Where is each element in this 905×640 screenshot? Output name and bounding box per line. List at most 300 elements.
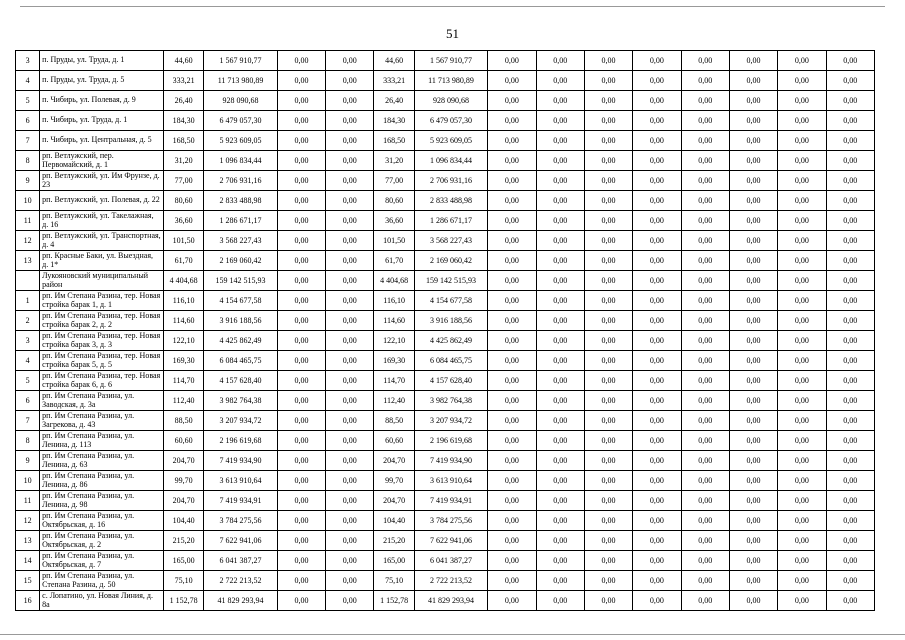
table-cell-zero: 0,00: [826, 391, 874, 411]
table-cell-zero: 0,00: [681, 191, 729, 211]
table-cell-e: 60,60: [374, 431, 414, 451]
table-cell-zero: 0,00: [826, 151, 874, 171]
table-cell-f: 928 090,68: [414, 91, 488, 111]
table-row: [16, 211, 875, 231]
table-cell-zero: 0,00: [729, 111, 777, 131]
table-cell-zero: 0,00: [681, 491, 729, 511]
table-cell-zero: 0,00: [826, 331, 874, 351]
table-cell-zero: 0,00: [488, 291, 536, 311]
table-cell-d: 0,00: [326, 271, 374, 291]
table-cell-n: 7: [16, 131, 40, 151]
table-cell-zero: 0,00: [536, 331, 584, 351]
table-cell-addr: рп. Ветлужский, ул. Транспортная, д. 4: [40, 231, 164, 251]
table-cell-f: 3 784 275,56: [414, 511, 488, 531]
table-cell-zero: 0,00: [488, 371, 536, 391]
table-cell-addr: рп. Ветлужский, ул. Такелажная, д. 16: [40, 211, 164, 231]
table-cell-zero: 0,00: [633, 191, 681, 211]
table-cell-zero: 0,00: [584, 211, 632, 231]
table-cell-f: 7 622 941,06: [414, 531, 488, 551]
table-cell-zero: 0,00: [633, 151, 681, 171]
table-cell-zero: 0,00: [633, 291, 681, 311]
table-cell-zero: 0,00: [729, 511, 777, 531]
table-cell-zero: 0,00: [778, 391, 826, 411]
table-cell-zero: 0,00: [633, 491, 681, 511]
table-cell-zero: 0,00: [488, 171, 536, 191]
table-cell-zero: 0,00: [536, 131, 584, 151]
table-cell-zero: 0,00: [488, 471, 536, 491]
table-cell-zero: 0,00: [826, 591, 874, 611]
table-cell-zero: 0,00: [681, 111, 729, 131]
table-row: [16, 411, 875, 431]
table-cell-f: 3 568 227,43: [414, 231, 488, 251]
table-row: [16, 551, 875, 571]
table-cell-b: 159 142 515,93: [204, 271, 278, 291]
table-cell-zero: 0,00: [584, 551, 632, 571]
table-cell-b: 3 613 910,64: [204, 471, 278, 491]
table-cell-zero: 0,00: [681, 251, 729, 271]
table-cell-zero: 0,00: [778, 151, 826, 171]
table-cell-a: 80,60: [164, 191, 204, 211]
table-cell-c: 0,00: [277, 471, 325, 491]
table-cell-zero: 0,00: [536, 531, 584, 551]
table-cell-zero: 0,00: [729, 131, 777, 151]
table-cell-zero: 0,00: [536, 211, 584, 231]
table-cell-c: 0,00: [277, 331, 325, 351]
table-cell-zero: 0,00: [681, 131, 729, 151]
table-cell-n: 13: [16, 531, 40, 551]
table-cell-zero: 0,00: [536, 71, 584, 91]
table-cell-zero: 0,00: [729, 291, 777, 311]
table-cell-zero: 0,00: [488, 111, 536, 131]
table-cell-zero: 0,00: [729, 211, 777, 231]
table-cell-n: 14: [16, 551, 40, 571]
table-cell-a: 60,60: [164, 431, 204, 451]
table-cell-zero: 0,00: [633, 371, 681, 391]
table-cell-zero: 0,00: [536, 191, 584, 211]
table-cell-addr: рп. Им Степана Разина, тер. Новая стройка барак 2, д. 2: [40, 311, 164, 331]
table-cell-b: 41 829 293,94: [204, 591, 278, 611]
table-cell-zero: 0,00: [584, 431, 632, 451]
table-cell-a: 104,40: [164, 511, 204, 531]
table-cell-b: 1 567 910,77: [204, 51, 278, 71]
table-cell-zero: 0,00: [633, 591, 681, 611]
table-cell-addr: рп. Ветлужский, ул. Им Фрунзе, д. 23: [40, 171, 164, 191]
table-cell-f: 1 567 910,77: [414, 51, 488, 71]
table-cell-zero: 0,00: [778, 591, 826, 611]
table-cell-zero: 0,00: [729, 91, 777, 111]
table-cell-zero: 0,00: [778, 191, 826, 211]
table-cell-c: 0,00: [277, 571, 325, 591]
table-cell-e: 101,50: [374, 231, 414, 251]
table-cell-zero: 0,00: [584, 531, 632, 551]
table-cell-e: 80,60: [374, 191, 414, 211]
page-number: 51: [446, 26, 459, 41]
table-cell-e: 114,60: [374, 311, 414, 331]
table-cell-zero: 0,00: [633, 311, 681, 331]
table-cell-e: 112,40: [374, 391, 414, 411]
table-cell-zero: 0,00: [633, 511, 681, 531]
table-cell-a: 204,70: [164, 451, 204, 471]
table-cell-zero: 0,00: [778, 471, 826, 491]
table-cell-zero: 0,00: [778, 411, 826, 431]
table-cell-e: 114,70: [374, 371, 414, 391]
table-row: [16, 531, 875, 551]
table-cell-c: 0,00: [277, 351, 325, 371]
table-cell-zero: 0,00: [826, 291, 874, 311]
table-cell-zero: 0,00: [536, 591, 584, 611]
table-row: [16, 51, 875, 71]
bottom-rule: [0, 634, 905, 635]
table-cell-zero: 0,00: [681, 571, 729, 591]
table-cell-zero: 0,00: [536, 291, 584, 311]
table-cell-c: 0,00: [277, 231, 325, 251]
table-cell-zero: 0,00: [681, 431, 729, 451]
table-cell-c: 0,00: [277, 311, 325, 331]
table-cell-zero: 0,00: [826, 491, 874, 511]
table-cell-e: 77,00: [374, 171, 414, 191]
table-row: [16, 331, 875, 351]
table-cell-f: 41 829 293,94: [414, 591, 488, 611]
table-cell-a: 112,40: [164, 391, 204, 411]
table-cell-b: 1 286 671,17: [204, 211, 278, 231]
table-cell-zero: 0,00: [826, 531, 874, 551]
table-cell-e: 31,20: [374, 151, 414, 171]
table-cell-zero: 0,00: [584, 191, 632, 211]
table-cell-addr: рп. Им Степана Разина, тер. Новая стройка барак 1, д. 1: [40, 291, 164, 311]
table-cell-addr: рп. Им Степана Разина, тер. Новая стройка барак 5, д. 5: [40, 351, 164, 371]
table-cell-zero: 0,00: [778, 531, 826, 551]
table-cell-zero: 0,00: [729, 331, 777, 351]
table-cell-zero: 0,00: [778, 131, 826, 151]
table-cell-zero: 0,00: [778, 71, 826, 91]
table-cell-zero: 0,00: [488, 411, 536, 431]
table-cell-c: 0,00: [277, 71, 325, 91]
table-cell-zero: 0,00: [536, 411, 584, 431]
table-cell-c: 0,00: [277, 271, 325, 291]
table-cell-n: 3: [16, 331, 40, 351]
table-cell-b: 2 196 619,68: [204, 431, 278, 451]
table-cell-c: 0,00: [277, 211, 325, 231]
table-cell-zero: 0,00: [488, 391, 536, 411]
table-cell-zero: 0,00: [633, 71, 681, 91]
table-cell-zero: 0,00: [584, 171, 632, 191]
table-cell-b: 7 419 934,91: [204, 491, 278, 511]
table-cell-n: 1: [16, 291, 40, 311]
table-cell-d: 0,00: [326, 591, 374, 611]
table-cell-e: 204,70: [374, 491, 414, 511]
table-cell-d: 0,00: [326, 491, 374, 511]
table-cell-e: 169,30: [374, 351, 414, 371]
table-cell-zero: 0,00: [633, 331, 681, 351]
table-row: [16, 591, 875, 611]
table-cell-a: 204,70: [164, 491, 204, 511]
table-cell-e: 168,50: [374, 131, 414, 151]
table-cell-addr: рп. Ветлужский, ул. Полевая, д. 22: [40, 191, 164, 211]
table-cell-n: 2: [16, 311, 40, 331]
table-row: [16, 171, 875, 191]
table-cell-zero: 0,00: [778, 231, 826, 251]
table-cell-zero: 0,00: [729, 451, 777, 471]
table-cell-zero: 0,00: [826, 371, 874, 391]
table-row: [16, 131, 875, 151]
table-cell-f: 2 722 213,52: [414, 571, 488, 591]
table-cell-d: 0,00: [326, 71, 374, 91]
table-row: [16, 111, 875, 131]
table-cell-a: 99,70: [164, 471, 204, 491]
table-cell-d: 0,00: [326, 171, 374, 191]
table-cell-zero: 0,00: [536, 91, 584, 111]
table-cell-addr: рп. Им Степана Разина, ул. Октябрьская, д. 2: [40, 531, 164, 551]
table-cell-zero: 0,00: [536, 171, 584, 191]
table-cell-zero: 0,00: [633, 231, 681, 251]
table-row: [16, 371, 875, 391]
table-cell-zero: 0,00: [488, 91, 536, 111]
table-cell-zero: 0,00: [633, 111, 681, 131]
table-cell-addr: п. Пруды, ул. Труда, д. 5: [40, 71, 164, 91]
table-cell-zero: 0,00: [536, 271, 584, 291]
table-cell-c: 0,00: [277, 591, 325, 611]
table-cell-b: 928 090,68: [204, 91, 278, 111]
table-cell-zero: 0,00: [584, 571, 632, 591]
table-cell-zero: 0,00: [536, 431, 584, 451]
table-cell-c: 0,00: [277, 451, 325, 471]
table-cell-zero: 0,00: [488, 231, 536, 251]
table-cell-b: 3 568 227,43: [204, 231, 278, 251]
table-cell-addr: рп. Им Степана Разина, ул. Ленина, д. 63: [40, 451, 164, 471]
table-cell-d: 0,00: [326, 231, 374, 251]
table-cell-addr: п. Чибирь, ул. Центральная, д. 5: [40, 131, 164, 151]
table-cell-d: 0,00: [326, 471, 374, 491]
table-cell-n: 11: [16, 491, 40, 511]
table-cell-f: 1 286 671,17: [414, 211, 488, 231]
table-cell-zero: 0,00: [681, 171, 729, 191]
table-cell-zero: 0,00: [536, 251, 584, 271]
table-cell-addr: п. Чибирь, ул. Труда, д. 1: [40, 111, 164, 131]
table-cell-b: 1 096 834,44: [204, 151, 278, 171]
table-cell-addr: рп. Им Степана Разина, ул. Степана Разина, д. 50: [40, 571, 164, 591]
table-cell-zero: 0,00: [778, 211, 826, 231]
table-cell-n: 6: [16, 111, 40, 131]
table-cell-e: 104,40: [374, 511, 414, 531]
table-cell-n: 3: [16, 51, 40, 71]
table-cell-n: 15: [16, 571, 40, 591]
table-cell-zero: 0,00: [681, 331, 729, 351]
table-cell-zero: 0,00: [584, 91, 632, 111]
table-cell-zero: 0,00: [633, 411, 681, 431]
table-cell-n: 9: [16, 451, 40, 471]
table-cell-f: 5 923 609,05: [414, 131, 488, 151]
table-cell-zero: 0,00: [584, 291, 632, 311]
table-cell-f: 3 207 934,72: [414, 411, 488, 431]
table-cell-zero: 0,00: [488, 191, 536, 211]
table-cell-f: 6 479 057,30: [414, 111, 488, 131]
table-cell-zero: 0,00: [681, 211, 729, 231]
table-row: [16, 431, 875, 451]
table-cell-zero: 0,00: [681, 591, 729, 611]
table-cell-zero: 0,00: [826, 311, 874, 331]
table-cell-zero: 0,00: [536, 371, 584, 391]
table-cell-zero: 0,00: [729, 351, 777, 371]
table-cell-zero: 0,00: [584, 371, 632, 391]
table-cell-zero: 0,00: [633, 531, 681, 551]
table-cell-f: 6 041 387,27: [414, 551, 488, 571]
table-cell-c: 0,00: [277, 551, 325, 571]
table-cell-zero: 0,00: [826, 171, 874, 191]
table-cell-b: 2 169 060,42: [204, 251, 278, 271]
table-cell-a: 184,30: [164, 111, 204, 131]
table-cell-c: 0,00: [277, 151, 325, 171]
table-cell-zero: 0,00: [633, 251, 681, 271]
table-cell-zero: 0,00: [826, 411, 874, 431]
table-cell-c: 0,00: [277, 511, 325, 531]
table-cell-c: 0,00: [277, 51, 325, 71]
table-cell-zero: 0,00: [488, 511, 536, 531]
table-cell-c: 0,00: [277, 391, 325, 411]
table-cell-zero: 0,00: [729, 191, 777, 211]
table-row: [16, 71, 875, 91]
table-cell-d: 0,00: [326, 331, 374, 351]
table-cell-zero: 0,00: [681, 91, 729, 111]
table-cell-c: 0,00: [277, 431, 325, 451]
table-cell-a: 36,60: [164, 211, 204, 231]
table-cell-d: 0,00: [326, 251, 374, 271]
table-row: [16, 491, 875, 511]
table-cell-zero: 0,00: [826, 231, 874, 251]
table-cell-b: 6 041 387,27: [204, 551, 278, 571]
table-cell-zero: 0,00: [584, 491, 632, 511]
table-cell-d: 0,00: [326, 451, 374, 471]
table-cell-a: 168,50: [164, 131, 204, 151]
table-cell-a: 75,10: [164, 571, 204, 591]
table-cell-zero: 0,00: [584, 511, 632, 531]
top-rule: [20, 6, 885, 7]
table-cell-f: 2 169 060,42: [414, 251, 488, 271]
table-cell-addr: п. Пруды, ул. Труда, д. 1: [40, 51, 164, 71]
table-cell-b: 7 622 941,06: [204, 531, 278, 551]
table-cell-b: 7 419 934,90: [204, 451, 278, 471]
table-cell-zero: 0,00: [536, 231, 584, 251]
table-cell-b: 2 706 931,16: [204, 171, 278, 191]
table-cell-zero: 0,00: [536, 451, 584, 471]
table-cell-zero: 0,00: [633, 471, 681, 491]
table-cell-zero: 0,00: [633, 51, 681, 71]
table-cell-zero: 0,00: [729, 231, 777, 251]
table-cell-zero: 0,00: [681, 71, 729, 91]
table-cell-d: 0,00: [326, 51, 374, 71]
table-cell-zero: 0,00: [729, 171, 777, 191]
table-cell-zero: 0,00: [536, 111, 584, 131]
table-cell-zero: 0,00: [729, 591, 777, 611]
table-cell-n: 16: [16, 591, 40, 611]
table-cell-zero: 0,00: [681, 471, 729, 491]
table-cell-f: 2 833 488,98: [414, 191, 488, 211]
table-cell-a: 44,60: [164, 51, 204, 71]
table-cell-zero: 0,00: [778, 571, 826, 591]
table-cell-addr: рп. Ветлужский, пер. Первомайский, д. 1: [40, 151, 164, 171]
table-cell-b: 3 916 188,56: [204, 311, 278, 331]
table-cell-zero: 0,00: [584, 391, 632, 411]
table-cell-addr: рп. Им Степана Разина, ул. Ленина, д. 86: [40, 471, 164, 491]
table-cell-c: 0,00: [277, 291, 325, 311]
table-cell-n: 6: [16, 391, 40, 411]
table-cell-c: 0,00: [277, 531, 325, 551]
table-cell-zero: 0,00: [488, 451, 536, 471]
table-cell-e: 122,10: [374, 331, 414, 351]
table-cell-zero: 0,00: [681, 151, 729, 171]
table-cell-zero: 0,00: [778, 271, 826, 291]
table-cell-zero: 0,00: [584, 71, 632, 91]
table-cell-n: 12: [16, 511, 40, 531]
table-cell-f: 11 713 980,89: [414, 71, 488, 91]
table-cell-e: 61,70: [374, 251, 414, 271]
table-cell-n: 4: [16, 71, 40, 91]
table-cell-zero: 0,00: [826, 71, 874, 91]
table-cell-zero: 0,00: [536, 511, 584, 531]
table-cell-n: 9: [16, 171, 40, 191]
table-cell-zero: 0,00: [633, 391, 681, 411]
table-cell-zero: 0,00: [584, 271, 632, 291]
table-cell-b: 3 207 934,72: [204, 411, 278, 431]
table-cell-zero: 0,00: [584, 311, 632, 331]
table-cell-zero: 0,00: [729, 411, 777, 431]
table-cell-a: 101,50: [164, 231, 204, 251]
table-cell-a: 77,00: [164, 171, 204, 191]
table-cell-zero: 0,00: [633, 211, 681, 231]
table-cell-zero: 0,00: [681, 451, 729, 471]
table-cell-zero: 0,00: [584, 591, 632, 611]
table-cell-zero: 0,00: [778, 51, 826, 71]
table-cell-zero: 0,00: [778, 371, 826, 391]
table-row: [16, 311, 875, 331]
table-cell-d: 0,00: [326, 411, 374, 431]
table-cell-f: 7 419 934,91: [414, 491, 488, 511]
table-cell-c: 0,00: [277, 251, 325, 271]
table-cell-zero: 0,00: [729, 471, 777, 491]
table-cell-addr: с. Лопатино, ул. Новая Линия, д. 8а: [40, 591, 164, 611]
table-cell-c: 0,00: [277, 111, 325, 131]
table-cell-zero: 0,00: [488, 551, 536, 571]
table-cell-zero: 0,00: [778, 331, 826, 351]
table-cell-zero: 0,00: [729, 151, 777, 171]
table-row: [16, 251, 875, 271]
table-cell-zero: 0,00: [488, 311, 536, 331]
table-cell-d: 0,00: [326, 111, 374, 131]
table-cell-d: 0,00: [326, 571, 374, 591]
table-cell-zero: 0,00: [681, 531, 729, 551]
table-cell-zero: 0,00: [633, 131, 681, 151]
table-cell-a: 333,21: [164, 71, 204, 91]
table-cell-zero: 0,00: [826, 191, 874, 211]
table-cell-zero: 0,00: [729, 431, 777, 451]
table-cell-zero: 0,00: [681, 551, 729, 571]
table-cell-zero: 0,00: [584, 231, 632, 251]
table-cell-zero: 0,00: [729, 371, 777, 391]
table-cell-f: 7 419 934,90: [414, 451, 488, 471]
table-cell-zero: 0,00: [778, 171, 826, 191]
table-row: [16, 231, 875, 251]
table-cell-zero: 0,00: [729, 571, 777, 591]
table-cell-a: 1 152,78: [164, 591, 204, 611]
table-cell-e: 204,70: [374, 451, 414, 471]
table-cell-zero: 0,00: [681, 51, 729, 71]
table-cell-b: 5 923 609,05: [204, 131, 278, 151]
table-cell-addr: рп. Красные Баки, ул. Выездная, д. 1*: [40, 251, 164, 271]
table-cell-b: 3 784 275,56: [204, 511, 278, 531]
table-cell-zero: 0,00: [826, 471, 874, 491]
table-cell-addr: рп. Им Степана Разина, ул. Ленина, д. 113: [40, 431, 164, 451]
table-cell-zero: 0,00: [488, 211, 536, 231]
table-cell-b: 11 713 980,89: [204, 71, 278, 91]
